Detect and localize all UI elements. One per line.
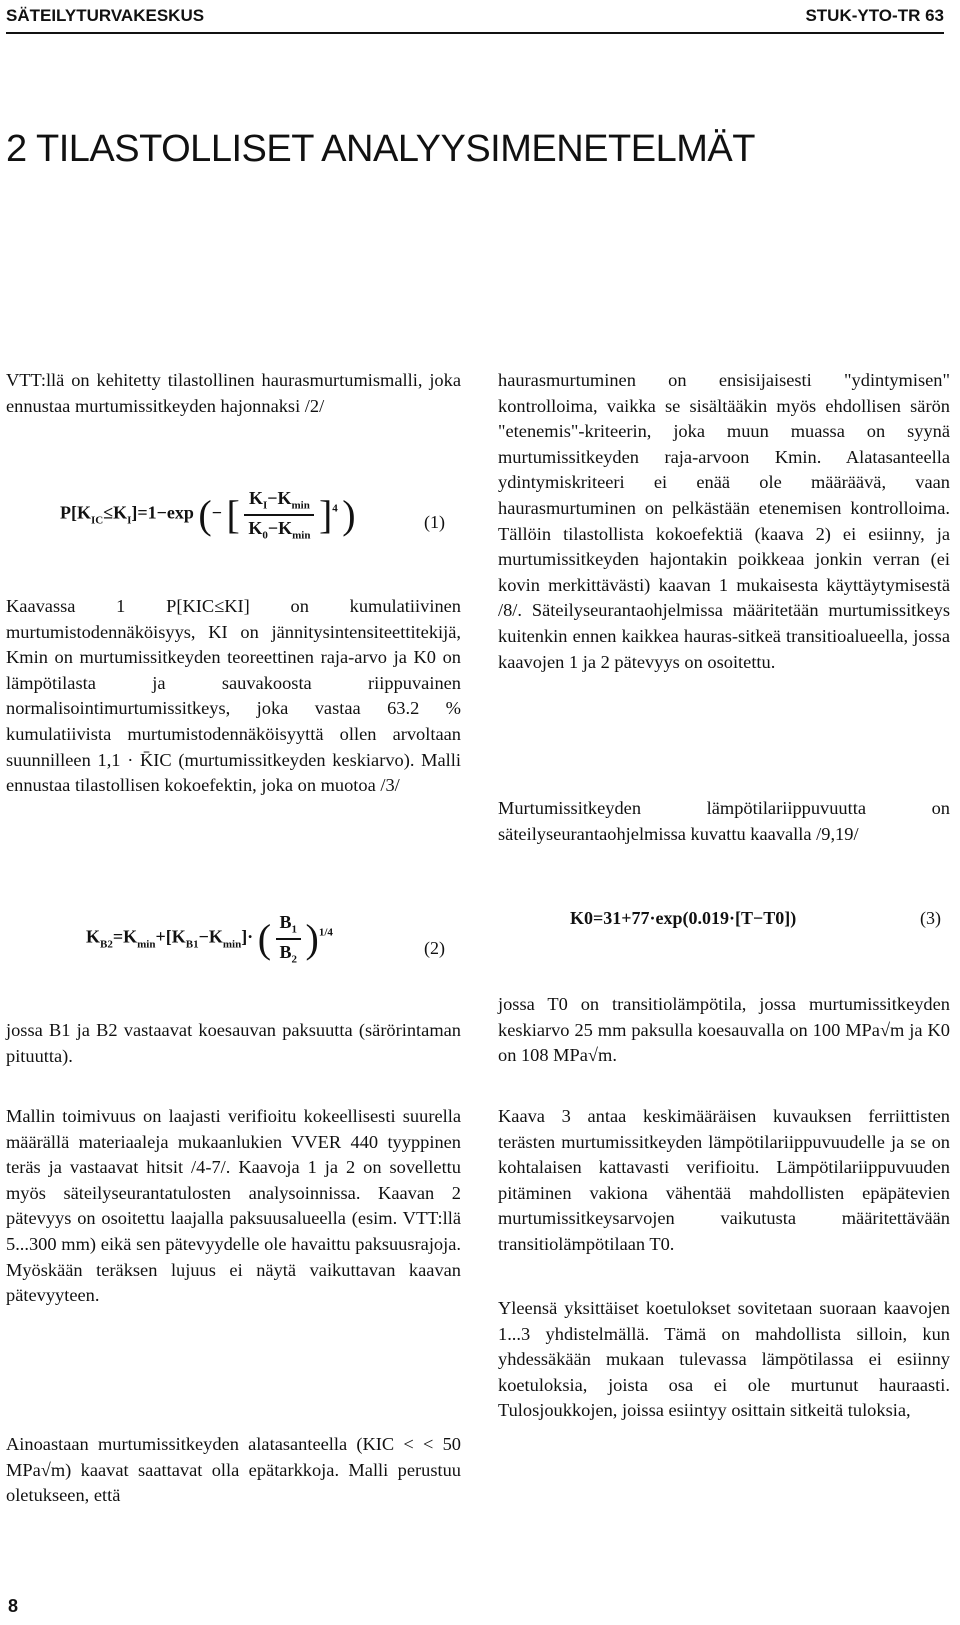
left-paragraph-4: Mallin toimivuus on laajasti verifioitu kokeellisesti suurella määrällä materiaaleja mukaanlukien VVER 440 tyyppinen teräs ja vastaavat hitsit /4-7/. Kaavoja 1 ja 2 on sovellettu myös säteilyseurantatulosten analysoinnissa. Kaavan 2 pätevyys on osoitettu laajalla paksuusalueella (esim. VTT:llä 5...300 mm) eikä sen pätevyydelle ole havaittu paksuusrajoja. Myöskään teräksen lujuus ei näytä vaikuttavan kaavan pätevyyteen. xyxy=(6,1106,461,1306)
header-rule xyxy=(6,32,944,34)
right-paragraph-3: jossa T0 on transitiolämpötila, jossa murtumissitkeyden keskiarvo 25 mm paksulla koesauvalla on 100 MPa√m ja K0 on 108 MPa√m. xyxy=(498,994,950,1066)
right-paragraph-2: Murtumissitkeyden lämpötilariippuvuutta on säteilyseurantaohjelmissa kuvattu kaavalla /9,19/ xyxy=(498,798,950,844)
left-paragraph-3: jossa B1 ja B2 vastaavat koesauvan paksuutta (särörintaman pituutta). xyxy=(6,1020,461,1066)
section-title: 2 TILASTOLLISET ANALYYSIMENETELMÄT xyxy=(6,128,755,170)
header-organization: SÄTEILYTURVAKESKUS xyxy=(6,6,205,25)
equation-1-number: (1) xyxy=(424,512,445,532)
page-number: 8 xyxy=(8,1596,19,1616)
right-paragraph-4: Kaava 3 antaa keskimääräisen kuvauksen ferriittisten terästen murtumissitkeyden lämpötilariippuvuudelle ja se on kohtalaisen kattavasti verifioitu. Lämpötilariippuvuuden pitäminen vakiona vähentää mahdollisten epäpätevien murtumissitkeysarvojen vaikutusta määritettävään transitiolämpötilaan T0. xyxy=(498,1106,950,1254)
page-header xyxy=(6,6,944,32)
header-report-id: STUK-YTO-TR 63 xyxy=(805,6,944,25)
equation-1: $P[K_{IC}\le K_I]=1-\exp$ (− [ $\frac{K_I-K_{min}}{K_0-K_{min}}$ ]$^4$ ) xyxy=(60,488,356,542)
left-paragraph-1: VTT:llä on kehitetty tilastollinen haurasmurtumismalli, joka ennustaa murtumissitkeyden hajonnaksi /2/ xyxy=(6,370,461,416)
equation-2: $K_{B2}=K_{min}+[K_{B1}-K_{min}]\cdot$ ( $\frac{B_1}{B_2}$ )$^{1/4}$ xyxy=(86,912,333,966)
equation-2-number: (2) xyxy=(424,938,445,958)
right-paragraph-1: haurasmurtuminen on ensisijaisesti "ydintymisen" kontrolloima, vaikka se sisältääkin myös ehdollisen särön "etenemis"-kriteerin, joka muun muassa on syynä murtumissitkeyden raja-arvoon Kmin. Alatasanteella ydintymiskriteeri ei enää ole määräävä, vaan haurasmurtuminen on pelkästään etenemisen kontrolloima. Tällöin tilastollista kokoefektiä (kaava 2) ei esiinny, ja murtumissitkeyden hajontakin poikkeaa jonkin verran (ei kovin merkittävästi) kaavan 1 mukaisesta käyttäytymisestä /8/. Säteilyseurantaohjelmissa määritetään murtumissitkeys kuitenkin ennen kaikkea hauras-sitkeä transitioalueella, jossa kaavojen 1 ja 2 pätevyys on osoitettu. xyxy=(498,370,950,672)
equation-3-number: (3) xyxy=(920,908,941,928)
equation-3: K0=31+77·exp(0.019·[T−T0]) xyxy=(570,908,797,928)
right-paragraph-5: Yleensä yksittäiset koetulokset sovitetaan suoraan kaavojen 1...3 yhdistelmällä. Tämä on mahdollista silloin, kun yhdessäkään mukaan tulevassa lämpötilassa ei esiinny koetuloksia, joista osa ei ole murtunut hauraasti. Tulosjoukkojen, joissa esiintyy osittain sitkeitä tuloksia, xyxy=(498,1298,950,1421)
left-paragraph-5: Ainoastaan murtumissitkeyden alatasanteella (KIC < < 50 MPa√m) kaavat saattavat olla epätarkkoja. Malli perustuu oletukseen, että xyxy=(6,1434,461,1506)
left-paragraph-2: Kaavassa 1 P[KIC≤KI] on kumulatiivinen murtumistodennäköisyys, KI on jännitysintensiteettitekijä, Kmin on murtumissitkeyden teoreettinen raja-arvo ja K0 on lämpötilasta ja sauvakoosta riippuvainen normalisointimurtumissitkeys, joka vastaa 63.2 % kumulatiivista murtumistodennäköisyyttä ollen arvoltaan suunnilleen 1,1 · K̄IC (murtumissitkeyden keskiarvo). Malli ennustaa tilastollisen kokoefektin, joka on muotoa /3/ xyxy=(6,596,461,796)
